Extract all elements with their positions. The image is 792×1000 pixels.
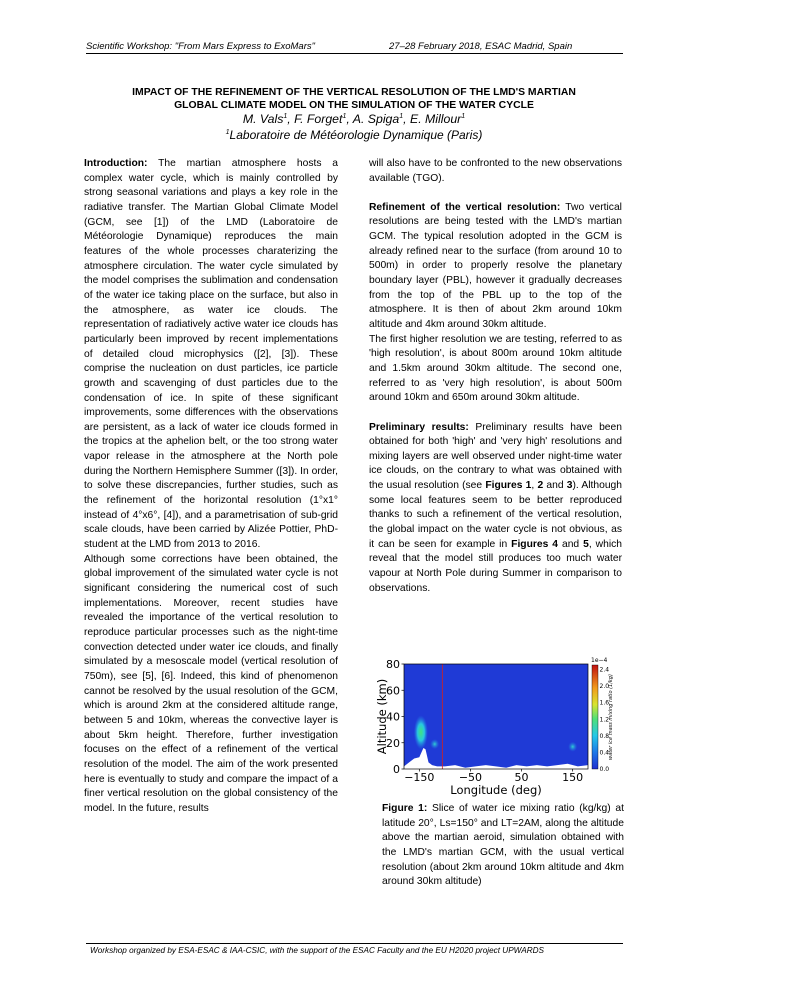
author-name: A. Spiga [352,112,400,126]
x-tick-label: −150 [404,771,435,784]
x-tick-label: 50 [514,771,529,784]
author-affil-mark: 1 [342,112,347,120]
author-affil-mark: 1 [461,112,466,120]
y-tick-label: 60 [386,684,400,698]
intro-paragraph-2: Although some corrections have been obtained, the global improvement of the simulated water cycle is not significant considering the numerical cost of such implementations. Moreover, recent studies have revealed the importance of the vertical resolution to reproduce particular processes such as the night-time convection detected under water ice clouds, and finally simulated by a mesoscale model (vertical resolution of 750m), see [5], [6]. Indeed, this kind of phenomenon cannot be resolved by the usual resolution of the GCM, which is around 2km at the considered altitude range, between 5 and 10km, whereas the convective layer is about 5km height. Therefore, further investigation focuses on the effect of a refinement of the vertical resolution of the model. The aim of the work presented here is eventually to study and compare the impact of a finer vertical resolution on the global consistency of the model. In the future, results [84,553,338,814]
y-tick-label: 20 [386,736,400,750]
refinement-text-1: Two vertical resolutions are being tested with the LMD's martian GCM. The typical resolution adopted in the GCM is already refined near to the surface (from around 10 to 500m) in order to properly resolve the planetary boundary layer (PBL), however it gradually decreases from the top of the PBL up to the top of the atmosphere. It is then of about 2km around 10km altitude and 4km around 30km altitude. [369,201,622,331]
figure-ref: Figures 1 [485,480,532,492]
results-paragraph [369,421,622,597]
header-workshop-title: Scientific Workshop: "From Mars Express to ExoMars" [86,41,315,52]
intro-paragraph-1 [84,157,338,553]
intro-paragraph-3: will also have to be confronted to the new observations available (TGO). [369,158,622,184]
colorbar-tick-label: 1.6 [599,699,610,707]
colorbar-tick-label: 0.8 [599,732,610,740]
affil-mark: 1 [225,129,230,136]
refinement-heading: Refinement of the vertical resolution: [369,201,561,213]
footer-rule [86,943,623,944]
header-rule [86,53,623,54]
refinement-paragraph-2: The first higher resolution we are testing, referred to as 'high resolution', is about 800m around 10km altitude and 1.5km around 30km altitude. The second one, referred to as 'very high resolution', is about 500m around 10km and 650m around 30km altitude. [369,333,622,404]
intro-heading: Introduction: [84,158,148,169]
caption-text: Slice of water ice mixing ratio (kg/kg) at latitude 20°, Ls=150° and LT=2AM, along the altitude above the martian aeroid, simulation obtained with the LMD's martian GCM, with the usual vertical resolution (about 2km around 10km altitude and 4km around 30km altitude) [382,803,624,888]
cloud-feature [568,742,577,752]
colorbar-label: water ice mass mixing ratio (1/kg) [608,674,614,760]
cloud-feature [414,715,428,749]
left-column [84,157,338,817]
author-name: E. Millour [410,112,462,126]
figure-ref: 2 [537,480,544,492]
page-footer: Workshop organized by ESA-ESAC & IAA-CSIC, with the support of the ESAC Faculty and the EU H2020 project UPWARDS [90,946,544,955]
results-sep: and [543,480,567,492]
figure-ref: 3 [566,480,573,492]
paper-title [86,86,622,112]
colorbar-tick-label: 0.0 [599,766,610,774]
colorbar-tick-label: 2.0 [599,683,610,690]
figure-ref: 5 [583,538,589,550]
y-tick-label: 80 [386,658,400,671]
figure-ref: Figures 4 [511,538,559,550]
figure-1-caption [382,802,624,890]
spacer [369,406,622,421]
right-column [369,157,622,596]
colorbar [592,665,598,769]
refinement-paragraph-1 [369,201,622,333]
y-tick-label: 0 [393,763,400,776]
author-affil-mark: 1 [283,112,288,120]
colorbar-tick-label: 0.4 [599,749,610,757]
results-sep: , [531,480,538,492]
spacer [369,186,622,201]
caption-label: Figure 1: [382,803,428,814]
results-text-1: Preliminary results have been obtained for both 'high' and 'very high' resolutions and mixing layers are well observed under night-time water ice clouds, on the contrary to what was obtained with the usual resolution (see [369,421,622,492]
plot-field [404,664,588,769]
x-axis-label: Longitude (deg) [450,783,542,797]
author-name: M. Vals [242,112,284,126]
x-tick-label: −50 [458,771,483,784]
colorbar-tick-label: 2.4 [599,666,610,674]
affil-text: Laboratoire de Météorologie Dynamique (Paris) [229,128,483,142]
affiliation [86,128,622,143]
author-affil-mark: 1 [399,112,404,120]
results-sep: and [558,538,584,550]
colorbar-tick-label: 1.2 [599,716,610,724]
author-name: F. Forget [294,112,343,126]
results-text-2: ). Although some local features seem to be better reproduced thanks to such a refinement of the vertical resolution, the global impact on the water cycle is not obvious, as it can be seen for example in [369,480,622,550]
y-tick-label: 40 [386,710,400,724]
y-axis-label: Altitude (km) [375,678,389,755]
results-heading: Preliminary results: [369,421,469,433]
colorbar-scale-label: 1e−4 [591,657,608,664]
cloud-feature [430,739,439,749]
x-tick-label: 150 [562,771,584,784]
title-line-1: IMPACT OF THE REFINEMENT OF THE VERTICAL RESOLUTION OF THE LMD'S MARTIAN [132,87,576,98]
intro-text-1: The martian atmosphere hosts a complex water cycle, which is mainly controlled by strong seasonal variations and plays a key role in the radiative transfer. The Martian Global Climate Model (GCM, see [1]) of the LMD (Laboratoire de Météorologie Dynamique) reproduces the main features of the whole processes charaterizing the atmosphere circulation. The water cycle simulated by the model comprises the sublimation and condensation of the water ice taking place on the surface, but also in the atmosphere, as water ice clouds. The representation of radiatively active water ice clouds has particularly been improved by recent implementations of detailed cloud microphysics ([2], [3]). These comprise the nucleation on dust particles, ice particle growth and scavenging of dust particles due to the condensation of ice. In spite of these significant improvements, some differences with the observations are persistent, as a lack of water ice clouds formed in the tropics at the aphelion belt, or the too strong water vapor release in the atmosphere at the North pole during the Northern Hemisphere Summer ([3]). In order, to solve these discrepancies, further studies, such as the refinement of the horizontal resolution (1°x1° instead of 4°x6°, [4]), and a parametrisation of sub-grid scale clouds, have been carried by Alizée Pottier, PhD-student at the LMD from 2013 to 2016. [84,158,338,551]
title-line-2: GLOBAL CLIMATE MODEL ON THE SIMULATION OF THE WATER CYCLE [174,100,534,111]
header-date-location: 27–28 February 2018, ESAC Madrid, Spain [389,41,573,52]
results-text-3: , which reveal that the model still produces too much water vapour at North Pole during Summer in comparison to observations. [369,538,622,594]
author-list: M. Vals$^1$, F. Forget$^1$, A. Spiga$^1$, E. Millour$^1$ [242,112,466,126]
figure-1-chart [374,656,614,799]
